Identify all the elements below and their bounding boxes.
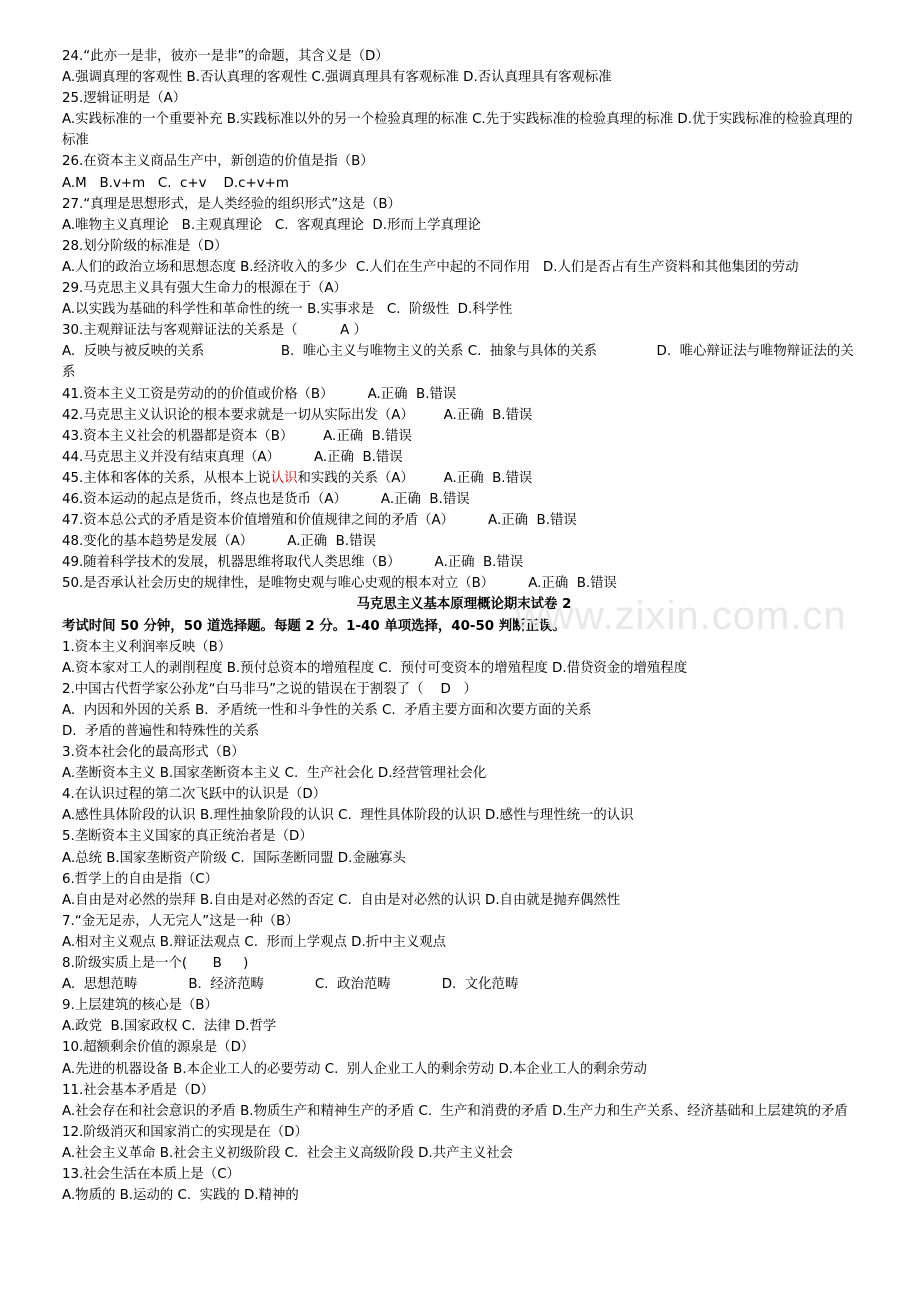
text-line: A.人们的政治立场和思想态度 B.经济收入的多少 C.人们在生产中起的不同作用 D.人们是否占有生产资料和其他集团的劳动 — [62, 259, 799, 275]
text-line: 44.马克思主义并没有结束真理（A） A.正确 B.错误 — [62, 449, 403, 465]
exam-2-title: 马克思主义基本原理概论期末试卷 2 — [356, 597, 572, 613]
text-line: A.政党 B.国家政权 C. 法律 D.哲学 — [62, 1019, 277, 1035]
text-line: 9.上层建筑的核心是（B） — [62, 998, 218, 1014]
text-line: 13.社会生活在本质上是（C） — [62, 1166, 240, 1182]
text-line: 2.中国古代哲学家公孙龙“白马非马”之说的错误在于割裂了（ D ） — [62, 681, 477, 697]
text-line: 1.资本主义利润率反映（B） — [62, 639, 232, 655]
text-line: A.M B.v+m C. c+v D.c+v+m — [62, 175, 289, 191]
text-line: A.自由是对必然的崇拜 B.自由是对必然的否定 C. 自由是对必然的认识 D.自由就是抛弃偶然性 — [62, 892, 621, 908]
text-line: A.唯物主义真理论 B.主观真理论 C. 客观真理论 D.形而上学真理论 — [62, 217, 481, 233]
text-line: D. 矛盾的普遍性和特殊性的关系 — [62, 724, 260, 739]
text-line: 50.是否承认社会历史的规律性，是唯物史观与唯心史观的根本对立（B） A.正确 B.错误 — [62, 576, 617, 592]
text-line: A.相对主义观点 B.辩证法观点 C. 形而上学观点 D.折中主义观点 — [62, 934, 447, 950]
text-line: 10.超额剩余价值的源泉是（D） — [62, 1040, 255, 1056]
text-line: 5.垄断资本主义国家的真正统治者是（D） — [62, 829, 313, 845]
questions-block-3 — [62, 637, 866, 1207]
text-line: A. 思想范畴 B. 经济范畴 C. 政治范畴 D. 文化范畴 — [62, 977, 519, 993]
text-line: 48.变化的基本趋势是发展（A） A.正确 B.错误 — [62, 534, 376, 550]
text-line: A.物质的 B.运动的 C. 实践的 D.精神的 — [62, 1188, 299, 1204]
text-line: 29.马克思主义具有强大生命力的根源在于（A） — [62, 281, 347, 297]
text-line: 8.阶级实质上是一个( B ) — [62, 956, 249, 972]
text-line: A.以实践为基础的科学性和革命性的统一 B.实事求是 C. 阶级性 D.科学性 — [62, 302, 513, 318]
highlighted-word: 认识 — [270, 470, 298, 486]
text-line: 25.逻辑证明是（A） — [62, 91, 187, 107]
text-line: A.资本家对工人的剥削程度 B.预付总资本的增殖程度 C. 预付可变资本的增殖程度 D.借贷资金的增殖程度 — [62, 660, 688, 676]
text-line: 49.随着科学技术的发展，机器思维将取代人类思维（B） A.正确 B.错误 — [62, 555, 524, 571]
questions-block-1 — [62, 46, 866, 468]
question-45-text-after: 和实践的关系（A） A.正确 B.错误 — [297, 470, 533, 486]
question-45-text-before: 45.主体和客体的关系，从根本上说 — [62, 470, 271, 486]
text-line: A.社会存在和社会意识的矛盾 B.物质生产和精神生产的矛盾 C. 生产和消费的矛盾 D.生产力和生产关系、经济基础和上层建筑的矛盾 — [62, 1103, 848, 1119]
text-line: 11.社会基本矛盾是（D） — [62, 1082, 215, 1098]
text-line: A.垄断资本主义 B.国家垄断资本主义 C. 生产社会化 D.经营管理社会化 — [62, 766, 487, 782]
text-line: A. 内因和外因的关系 B. 矛盾统一性和斗争性的关系 C. 矛盾主要方面和次要方面的关系 — [62, 702, 592, 718]
text-line: A.先进的机器设备 B.本企业工人的必要劳动 C. 别人企业工人的剩余劳动 D.本企业工人的剩余劳动 — [62, 1061, 647, 1077]
question-45 — [62, 468, 866, 489]
text-line: 27.“真理是思想形式，是人类经验的组织形式”这是（B） — [62, 196, 401, 212]
text-line: 24.“此亦一是非，彼亦一是非”的命题，其含义是（D） — [62, 49, 389, 64]
text-line: A.感性具体阶段的认识 B.理性抽象阶段的认识 C. 理性具体阶段的认识 D.感性与理性统一的认识 — [62, 808, 634, 824]
text-line: 42.马克思主义认识论的根本要求就是一切从实际出发（A） A.正确 B.错误 — [62, 407, 533, 423]
exam-2-info: 考试时间 50 分钟，50 道选择题。每题 2 分。1-40 单项选择，40-50 判断正误。 — [62, 618, 566, 634]
watermark: www.zixin.com.cn — [515, 594, 847, 638]
text-line: 28.划分阶级的标准是（D） — [62, 238, 228, 254]
text-line: A. 反映与被反映的关系 B. 唯心主义与唯物主义的关系 C. 抽象与具体的关系 D. 唯心辩证法与唯物辩证法的关系 — [62, 344, 854, 381]
text-line: 7.“金无足赤，人无完人”这是一种（B） — [62, 913, 299, 929]
text-line: 30.主观辩证法与客观辩证法的关系是（ A ） — [62, 323, 367, 339]
text-line: 6.哲学上的自由是指（C） — [62, 871, 219, 887]
text-line: 4.在认识过程的第二次飞跃中的认识是（D） — [62, 787, 327, 803]
text-line: 47.资本总公式的矛盾是资本价值增殖和价值规律之间的矛盾（A） A.正确 B.错误 — [62, 513, 577, 529]
questions-block-2 — [62, 489, 866, 594]
text-line: 3.资本社会化的最高形式（B） — [62, 745, 245, 761]
text-line: 26.在资本主义商品生产中，新创造的价值是指（B） — [62, 154, 374, 170]
text-line: 41.资本主义工资是劳动的的价值或价格（B） A.正确 B.错误 — [62, 386, 457, 402]
text-line: A.强调真理的客观性 B.否认真理的客观性 C.强调真理具有客观标准 D.否认真理具有客观标准 — [62, 70, 612, 86]
text-line: 43.资本主义社会的机器都是资本（B） A.正确 B.错误 — [62, 428, 412, 444]
text-line: 12.阶级消灭和国家消亡的实现是在（D） — [62, 1124, 308, 1140]
text-line: A.社会主义革命 B.社会主义初级阶段 C. 社会主义高级阶段 D.共产主义社会 — [62, 1145, 514, 1161]
text-line: 46.资本运动的起点是货币，终点也是货币（A） A.正确 B.错误 — [62, 491, 470, 507]
text-line: A.总统 B.国家垄断资产阶级 C. 国际垄断同盟 D.金融寡头 — [62, 850, 406, 866]
text-line: A.实践标准的一个重要补充 B.实践标准以外的另一个检验真理的标准 C.先于实践标准的检验真理的标准 D.优于实践标准的检验真理的标准 — [62, 112, 853, 149]
